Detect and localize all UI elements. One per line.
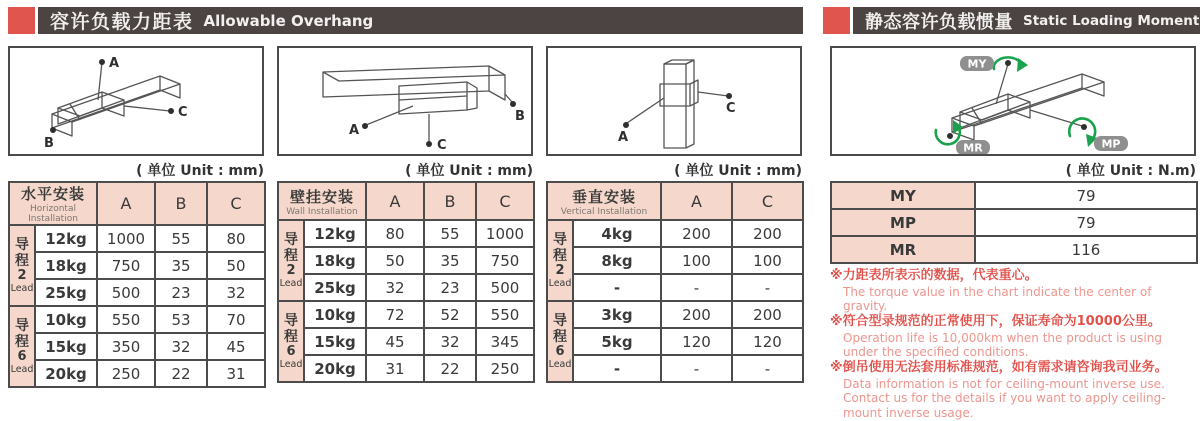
value-cell: 32: [155, 333, 207, 360]
load-cell: 12kg: [35, 225, 97, 252]
value-cell: 200: [661, 220, 732, 247]
lead-num: 6: [286, 343, 296, 359]
lead-cell: [547, 301, 573, 382]
note-zh: ※倒吊使用无法套用标准规范，如有需求请咨询我司业务。: [830, 360, 1168, 376]
lead-word: Lead: [10, 283, 34, 295]
lead-zh: 导程: [553, 312, 567, 345]
table-title-en: Vertical Installation: [560, 206, 648, 217]
value-cell: 550: [476, 301, 534, 328]
column-header: A: [366, 182, 424, 220]
value-cell: 50: [366, 247, 424, 274]
value-cell: 55: [155, 225, 207, 252]
table-header-row: [547, 182, 803, 220]
table-row: [278, 274, 534, 301]
value-cell: 750: [476, 247, 534, 274]
table-row: [831, 209, 1197, 236]
table-title-zh: 水平安装: [21, 185, 86, 203]
value-cell: 55: [424, 220, 476, 247]
note-en: Operation life is 10,000km when the product is using under the specified conditions.: [843, 331, 1162, 360]
lead-word: Lead: [279, 278, 303, 290]
value-cell: -: [661, 274, 732, 301]
value-cell: 52: [424, 301, 476, 328]
point-a-label: A: [109, 56, 120, 71]
column-header: C: [476, 182, 534, 220]
moment-label-cell: MP: [831, 209, 975, 236]
column-header: C: [207, 182, 265, 225]
table-row: [9, 333, 265, 360]
lead-cell: [9, 306, 35, 387]
value-cell: 80: [366, 220, 424, 247]
rail-drawing: [548, 48, 800, 154]
lead-cell: [9, 225, 35, 306]
table-row: [9, 306, 265, 333]
table-header-row: [278, 182, 534, 220]
value-cell: 500: [476, 274, 534, 301]
note-en: Contact us for the details if you want to apply ceiling-mount inverse usage.: [843, 391, 1166, 420]
load-cell: 20kg: [304, 355, 366, 382]
load-cell: 18kg: [35, 252, 97, 279]
load-cell: 20kg: [35, 360, 97, 387]
value-cell: -: [661, 355, 732, 382]
column-header: B: [424, 182, 476, 220]
rail-drawing: [279, 48, 531, 154]
table-title-zh: 壁挂安装: [289, 187, 354, 206]
load-cell: 5kg: [573, 328, 661, 355]
value-cell: -: [732, 355, 803, 382]
header-bar: [853, 7, 1200, 34]
table-row: [9, 279, 265, 306]
value-cell: 32: [424, 328, 476, 355]
table-row: [547, 328, 803, 355]
note-en: The torque value in the chart indicate the center of gravity.: [843, 284, 1152, 314]
moment-label-cell: MY: [831, 182, 975, 209]
load-cell: -: [573, 355, 661, 382]
wall-installation-table: [277, 181, 535, 383]
vertical-install-diagram: [546, 46, 802, 156]
rail-drawing: [10, 48, 262, 154]
value-cell: 345: [476, 328, 534, 355]
note-item: [830, 314, 1184, 359]
table-row: [9, 360, 265, 387]
column-header: C: [732, 182, 803, 220]
lead-num: 2: [555, 262, 565, 278]
horizontal-install-diagram: [8, 46, 264, 156]
load-cell: 25kg: [304, 274, 366, 301]
moment-diagram: [830, 46, 1196, 156]
table-row: [831, 182, 1197, 209]
load-cell: 8kg: [573, 247, 661, 274]
table-row: [547, 247, 803, 274]
moment-value-cell: 79: [975, 209, 1197, 236]
value-cell: 23: [155, 279, 207, 306]
point-b-label: B: [515, 109, 525, 124]
value-cell: 250: [97, 360, 155, 387]
lead-zh: 导程: [553, 231, 567, 264]
value-cell: 31: [207, 360, 265, 387]
value-cell: 750: [97, 252, 155, 279]
load-cell: 25kg: [35, 279, 97, 306]
lead-word: Lead: [548, 359, 572, 371]
section-title-en: Allowable Overhang: [203, 11, 374, 30]
load-cell: 15kg: [35, 333, 97, 360]
point-a-label: A: [618, 130, 629, 145]
rail-drawing: [832, 48, 1194, 154]
wall-install-diagram: [277, 46, 533, 156]
value-cell: 550: [97, 306, 155, 333]
lead-num: 2: [17, 267, 27, 283]
table-row: [547, 220, 803, 247]
note-en: Data information is not for ceiling-mount inverse use.: [843, 377, 1165, 392]
value-cell: 70: [207, 306, 265, 333]
section-title-zh: 容许负载力距表: [50, 11, 194, 33]
table-row: [278, 355, 534, 382]
point-c-label: C: [437, 138, 447, 153]
my-badge-label: MY: [967, 57, 987, 71]
header-bar: [38, 7, 803, 34]
lead-zh: 导程: [15, 236, 29, 269]
load-cell: 10kg: [304, 301, 366, 328]
value-cell: 350: [97, 333, 155, 360]
value-cell: 100: [732, 247, 803, 274]
static-moment-table: [830, 181, 1198, 264]
accent-square-icon: [823, 7, 850, 34]
column-header: A: [661, 182, 732, 220]
value-cell: 50: [207, 252, 265, 279]
table-title-cell: [278, 182, 366, 220]
mr-badge-label: MR: [963, 141, 983, 154]
lead-num: 6: [555, 343, 565, 359]
table-title-cell: [547, 182, 661, 220]
value-cell: 1000: [476, 220, 534, 247]
lead-cell: [547, 220, 573, 301]
table-row: [547, 274, 803, 301]
table-row: [278, 301, 534, 328]
load-cell: -: [573, 274, 661, 301]
column-header: A: [97, 182, 155, 225]
lead-word: Lead: [10, 364, 34, 376]
lead-zh: 导程: [284, 231, 298, 264]
horizontal-installation-table: [8, 181, 266, 388]
value-cell: 120: [661, 328, 732, 355]
notes: [830, 268, 1184, 421]
lead-word: Lead: [279, 359, 303, 371]
mp-badge-label: MP: [1101, 137, 1121, 151]
value-cell: 200: [661, 301, 732, 328]
value-cell: 72: [366, 301, 424, 328]
section-title-en: Static Loading Moment: [1023, 12, 1200, 29]
value-cell: 45: [366, 328, 424, 355]
column-header: B: [155, 182, 207, 225]
moment-label-cell: MR: [831, 236, 975, 263]
value-cell: 80: [207, 225, 265, 252]
lead-zh: 导程: [284, 312, 298, 345]
table-row: [9, 225, 265, 252]
lead-cell: [278, 220, 304, 301]
table-title-en: Horizontal Installation: [28, 204, 78, 224]
value-cell: 1000: [97, 225, 155, 252]
point-c-label: C: [726, 101, 736, 116]
load-cell: 12kg: [304, 220, 366, 247]
lead-word: Lead: [548, 278, 572, 290]
value-cell: 45: [207, 333, 265, 360]
load-cell: 18kg: [304, 247, 366, 274]
note-zh: ※力距表所表示的数据，代表重心。: [830, 268, 1038, 283]
point-c-label: C: [178, 105, 188, 120]
lead-zh: 导程: [15, 317, 29, 350]
value-cell: 31: [366, 355, 424, 382]
value-cell: -: [732, 274, 803, 301]
lead-cell: [278, 301, 304, 382]
table-row: [278, 328, 534, 355]
moment-value-cell: 116: [975, 236, 1197, 263]
note-item: [830, 360, 1184, 419]
note-zh: ※符合型录规范的正常使用下，保证寿命为10000公里。: [830, 314, 1161, 330]
value-cell: 22: [424, 355, 476, 382]
accent-square-icon: [8, 7, 35, 34]
value-cell: 100: [661, 247, 732, 274]
table-row: [831, 236, 1197, 263]
unit-label: ( 单位 Unit : mm): [405, 163, 533, 179]
value-cell: 32: [207, 279, 265, 306]
unit-label: ( 单位 Unit : mm): [136, 163, 264, 179]
value-cell: 250: [476, 355, 534, 382]
value-cell: 32: [366, 274, 424, 301]
table-header-row: [9, 182, 265, 225]
table-title-en: Wall Installation: [286, 206, 358, 217]
load-cell: 15kg: [304, 328, 366, 355]
unit-label: ( 单位 Unit : N.m): [1065, 163, 1196, 179]
vertical-installation-table: [546, 181, 804, 383]
value-cell: 22: [155, 360, 207, 387]
value-cell: 200: [732, 220, 803, 247]
section-title-zh: 静态容许负载惯量: [865, 11, 1013, 33]
table-row: [278, 247, 534, 274]
static-loading-moment-header: [823, 7, 1200, 34]
moment-value-cell: 79: [975, 182, 1197, 209]
load-cell: 4kg: [573, 220, 661, 247]
table-title-cell: [9, 182, 97, 225]
load-cell: 3kg: [573, 301, 661, 328]
value-cell: 120: [732, 328, 803, 355]
load-cell: 10kg: [35, 306, 97, 333]
unit-label: ( 单位 Unit : mm): [674, 163, 802, 179]
table-row: [9, 252, 265, 279]
value-cell: 53: [155, 306, 207, 333]
point-a-label: A: [349, 123, 360, 138]
value-cell: 200: [732, 301, 803, 328]
table-row: [547, 301, 803, 328]
value-cell: 23: [424, 274, 476, 301]
value-cell: 500: [97, 279, 155, 306]
note-item: [830, 268, 1184, 313]
point-b-label: B: [44, 136, 54, 151]
allowable-overhang-header: [8, 7, 803, 34]
lead-num: 2: [286, 262, 296, 278]
table-row: [547, 355, 803, 382]
value-cell: 35: [424, 247, 476, 274]
value-cell: 35: [155, 252, 207, 279]
table-row: [278, 220, 534, 247]
table-title-zh: 垂直安装: [571, 187, 636, 206]
lead-num: 6: [17, 348, 27, 364]
